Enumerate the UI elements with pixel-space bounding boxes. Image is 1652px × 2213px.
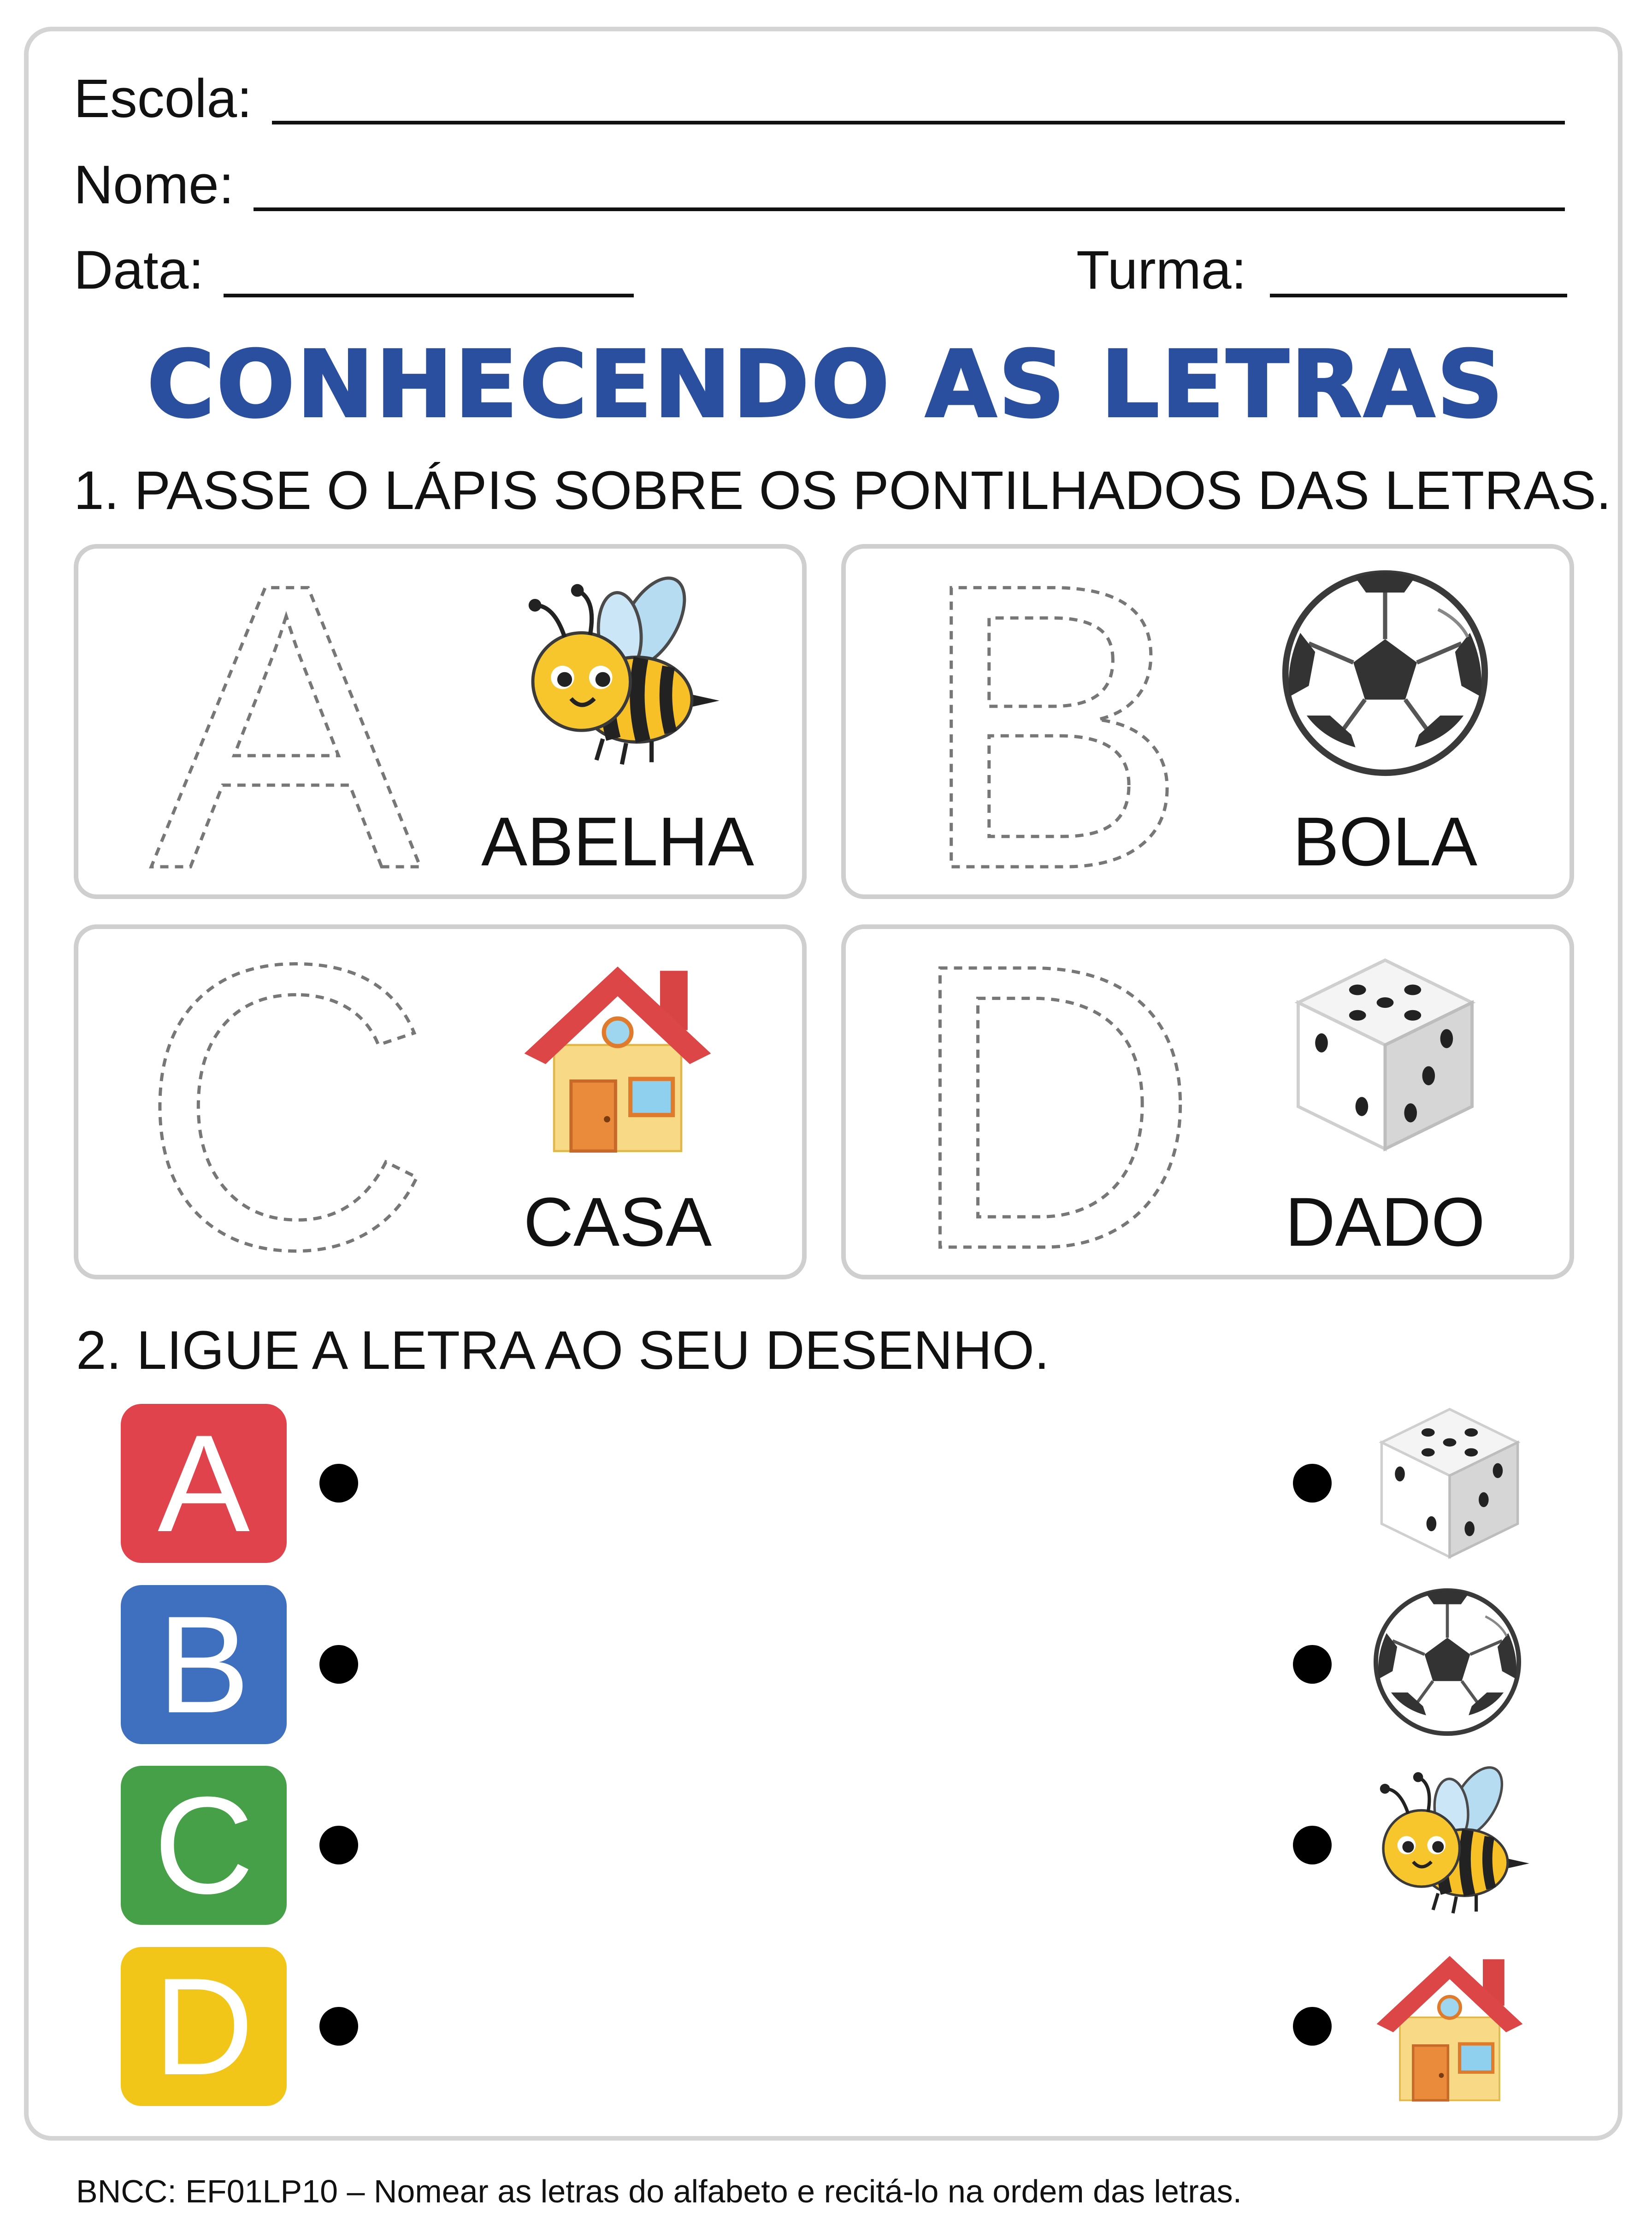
left-connect-dot[interactable] [319,1645,358,1684]
dice-icon [1270,947,1500,1160]
soccer-ball-icon [1371,1586,1523,1738]
bncc-footer: BNCC: EF01LP10 – Nomear as letras do alfabeto e recitá-lo na ordem das letras. [76,2173,1242,2209]
school-line[interactable] [272,121,1565,124]
svg-text:B: B [918,567,1189,885]
name-label: Nome: [74,154,234,215]
class-label: Turma: [1076,240,1247,301]
dotted-letter-b[interactable] [901,567,1205,885]
svg-text:C: C [139,947,432,1266]
letter-tile-d: D [121,1947,287,2106]
word-bola: BOLA [1292,803,1478,880]
right-connect-dot[interactable] [1293,1464,1332,1503]
svg-text:D: D [907,947,1200,1266]
class-line[interactable] [1270,294,1567,297]
section1-instruction: 1. PASSE O LÁPIS SOBRE OS PONTILHADOS DAS LETRAS. [74,460,1611,521]
left-connect-dot[interactable] [319,1464,358,1503]
trace-card-c [74,924,807,1279]
dice-icon [1367,1399,1533,1565]
left-connect-dot[interactable] [319,2007,358,2046]
trace-card-a [74,544,807,899]
date-label: Data: [74,240,204,301]
name-line[interactable] [254,207,1565,211]
left-connect-dot[interactable] [319,1826,358,1864]
soccer-ball-icon [1270,567,1500,779]
right-connect-dot[interactable] [1293,1645,1332,1684]
word-casa: CASA [523,1183,712,1260]
date-line[interactable] [224,294,634,297]
svg-text:A: A [150,567,421,885]
word-dado: DADO [1285,1183,1485,1260]
page-title: CONHECENDO AS LETRAS [147,331,1505,438]
dotted-letter-c[interactable] [134,947,438,1266]
house-icon [502,947,733,1160]
right-connect-dot[interactable] [1293,2007,1332,2046]
trace-card-d [841,924,1574,1279]
dotted-letter-d[interactable] [901,947,1205,1266]
word-abelha: ABELHA [481,803,754,880]
bee-icon [502,567,733,779]
dotted-letter-a[interactable] [134,567,438,885]
right-connect-dot[interactable] [1293,1826,1332,1864]
letter-tile-a: A [121,1404,287,1563]
school-label: Escola: [74,68,252,129]
house-icon [1367,1941,1533,2107]
bee-icon [1367,1759,1533,1925]
letter-tile-b: B [121,1585,287,1744]
trace-card-b [841,544,1574,899]
letter-tile-c: C [121,1766,287,1925]
section2-instruction: 2. LIGUE A LETRA AO SEU DESENHO. [76,1320,1050,1381]
